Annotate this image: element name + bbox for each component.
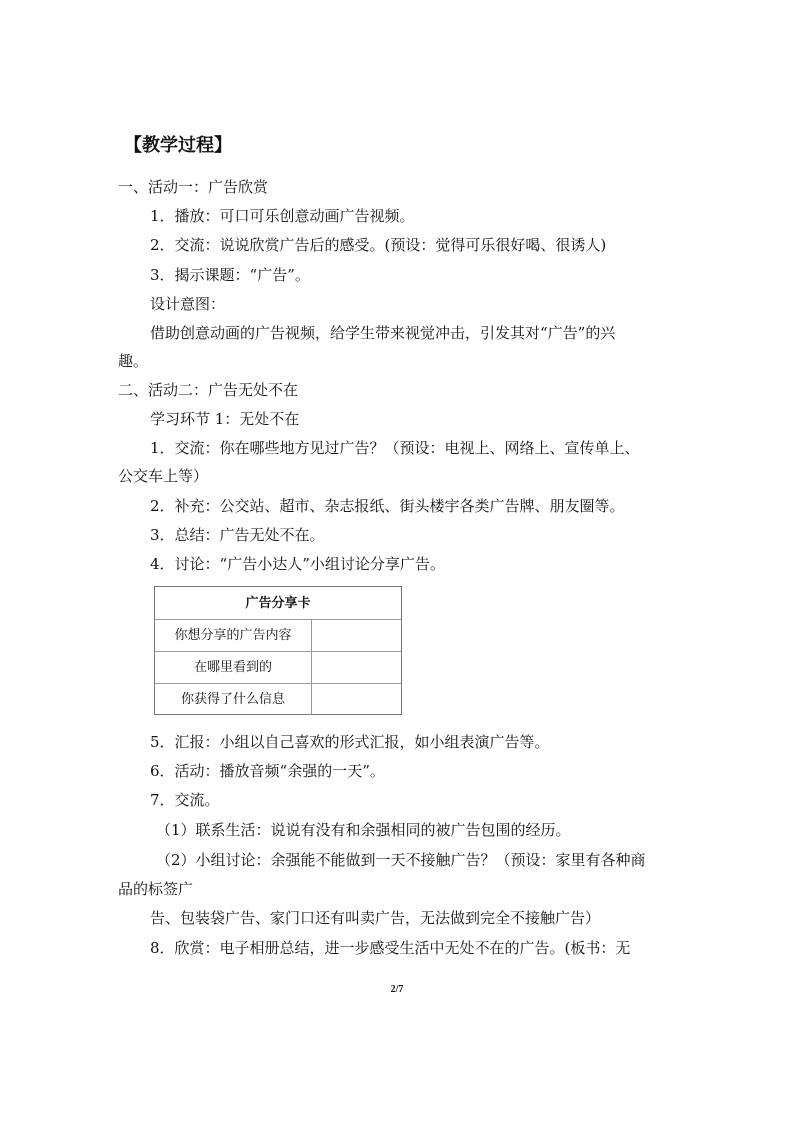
design-intent-text-line1: 借助创意动画的广告视频，给学生带来视觉冲击，引发其对“广告”的兴 — [150, 324, 616, 342]
activity2-item7-sub1: （1）联系生活：说说有没有和余强相同的被广告包围的经历。 — [156, 821, 571, 839]
share-card-row-value — [312, 684, 401, 715]
share-card-row-value — [312, 652, 401, 683]
activity2-item3: 3．总结：广告无处不在。 — [150, 526, 325, 544]
share-card-row-label: 你获得了什么信息 — [155, 684, 312, 715]
share-card-row-label: 在哪里看到的 — [155, 652, 312, 683]
activity2-title: 二、活动二：广告无处不在 — [118, 381, 299, 399]
activity2-item7-sub2-line1: （2）小组讨论：余强能不能做到一天不接触广告？（预设：家里有各种商 — [156, 851, 646, 869]
activity2-item1-line1: 1．交流：你在哪些地方见过广告？（预设：电视上、网络上、宣传单上、 — [150, 439, 640, 457]
activity2-item7-sub2-line3: 告、包装袋广告、家门口还有叫卖广告，无法做到完全不接触广告） — [150, 909, 601, 927]
design-intent-label: 设计意图： — [150, 295, 226, 313]
table-row — [155, 684, 401, 716]
share-card-title: 广告分享卡 — [155, 587, 401, 620]
activity2-item1-line2: 公交车上等） — [118, 467, 209, 485]
activity2-item4: 4．讨论：“广告小达人”小组讨论分享广告。 — [150, 555, 445, 573]
table-row — [155, 620, 401, 652]
section-heading: 【教学过程】 — [124, 135, 232, 156]
table-row — [155, 652, 401, 684]
activity1-item3: 3．揭示课题：“广告”。 — [150, 266, 310, 284]
design-intent-text-line2: 趣。 — [118, 352, 149, 370]
activity2-subtitle: 学习环节 1：无处不在 — [150, 410, 300, 428]
activity2-item2: 2．补充：公交站、超市、杂志报纸、街头楼宇各类广告牌、朋友圈等。 — [150, 497, 625, 515]
share-card-table — [154, 586, 402, 715]
activity2-item7-sub2-line2: 品的标签广 — [118, 880, 194, 898]
share-card-row-label: 你想分享的广告内容 — [155, 620, 312, 651]
activity2-item7: 7．交流。 — [150, 791, 220, 809]
activity2-item6: 6．活动：播放音频“余强的一天”。 — [150, 762, 385, 780]
activity2-item8: 8．欣赏：电子相册总结，进一步感受生活中无处不在的广告。(板书：无 — [150, 939, 631, 957]
activity1-item1: 1．播放：可口可乐创意动画广告视频。 — [150, 207, 415, 225]
share-card-row-value — [312, 620, 401, 651]
activity1-title: 一、活动一：广告欣赏 — [118, 178, 269, 196]
activity2-item5: 5．汇报：小组以自己喜欢的形式汇报，如小组表演广告等。 — [150, 733, 550, 751]
activity1-item2: 2．交流：说说欣赏广告后的感受。(预设：觉得可乐很好喝、很诱人) — [150, 236, 607, 254]
page-number: 2/7 — [390, 984, 404, 995]
